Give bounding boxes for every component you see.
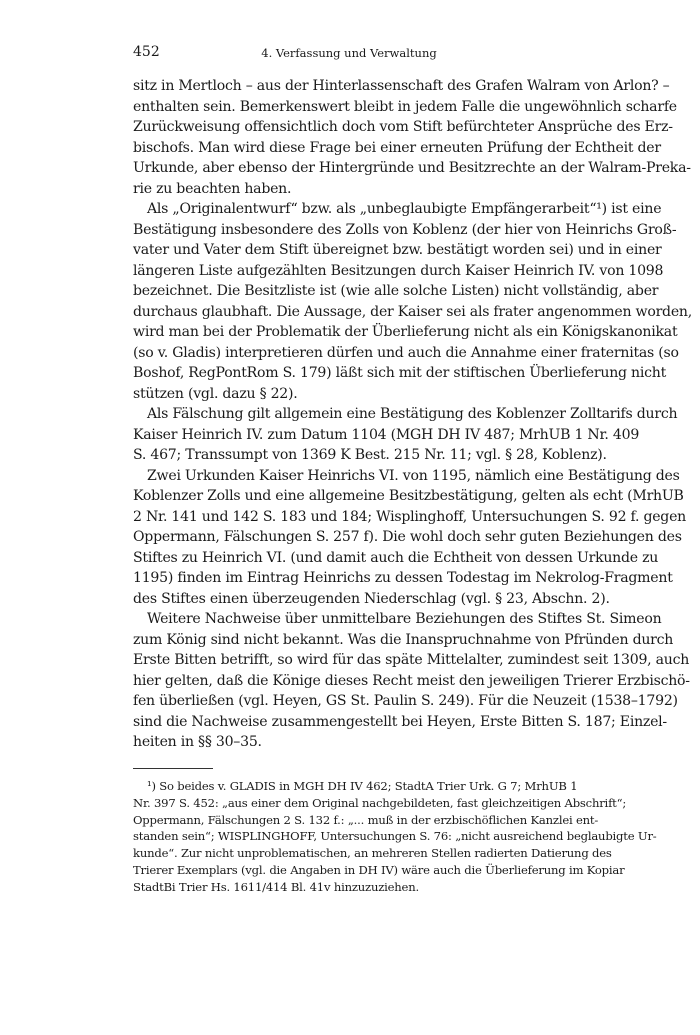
text-line: Kaiser Heinrich IV. zum Datum 1104 (MGH DH IV 487; MrhUB 1 Nr. 409 (133, 426, 640, 443)
footnote-line: kunde“. Zur nicht unproblematischen, an mehreren Stellen radierten Datierung des (133, 846, 612, 861)
footnote-divider (133, 768, 213, 769)
text-line: Als Fälschung gilt allgemein eine Bestätigung des Koblenzer Zolltarifs durch (147, 406, 678, 422)
text-line: enthalten sein. Bemerkenswert bleibt in jedem Falle die ungewöhnlich scharfe (133, 98, 677, 115)
text-line: des Stiftes einen überzeugenden Niederschlag (vgl. § 23, Abschn. 2). (133, 590, 610, 607)
footnote-line: standen sein“; WISPLINGHOFF, Untersuchungen S. 76: „nicht ausreichend beglaubigte Ur- (133, 829, 657, 844)
text-line: Koblenzer Zolls und eine allgemeine Besitzbestätigung, gelten als echt (MrhUB (133, 488, 684, 504)
text-line: Erste Bitten betrifft, so wird für das späte Mittelalter, zumindest seit 1309, auch (133, 652, 690, 668)
footnotes (133, 778, 657, 896)
text-line: rie zu beachten haben. (133, 180, 292, 197)
text-line: Zurückweisung offensichtlich doch vom Stift befürchteter Ansprüche des Erz- (133, 119, 673, 135)
text-line: stützen (vgl. dazu § 22). (133, 385, 298, 402)
text-line: vater und Vater dem Stift übereignet bzw. bestätigt worden sei) und in einer (133, 242, 662, 258)
text-line: Urkunde, aber ebenso der Hintergründe und Besitzrechte an der Walram-Preka- (133, 160, 691, 176)
text-line: Boshof, RegPontRom S. 179) läßt sich mit der stiftischen Überlieferung nicht (133, 365, 667, 381)
footnote-line: Nr. 397 S. 452: „aus einer dem Original nachgebildeten, fast gleichzeitigen Abschrift“; (133, 795, 627, 810)
page-header (133, 44, 565, 64)
text-line: (so v. Gladis) interpretieren dürfen und auch die Annahme einer fraternitas (so (133, 344, 679, 361)
text-line: fen überließen (vgl. Heyen, GS St. Paulin S. 249). Für die Neuzeit (1538–1792) (133, 693, 678, 709)
text-line: zum König sind nicht bekannt. Was die Inanspruchnahme von Pfründen durch (133, 631, 674, 648)
text-line: Weitere Nachweise über unmittelbare Beziehungen des Stiftes St. Simeon (147, 611, 662, 627)
footnote-line: Oppermann, Fälschungen 2 S. 132 f.: „... muß in der erzbischöflichen Kanzlei ent- (133, 812, 599, 827)
text-line: 2 Nr. 141 und 142 S. 183 und 184; Wisplinghoff, Untersuchungen S. 92 f. gegen (133, 508, 686, 525)
running-head: 4. Verfassung und Verwaltung (261, 46, 437, 60)
main-text (133, 76, 692, 753)
footnote-line: ¹) So beides v. GLADIS in MGH DH IV 462; StadtA Trier Urk. G 7; MrhUB 1 (147, 779, 578, 793)
text-line: sitz in Mertloch – aus der Hinterlassenschaft des Grafen Walram von Arlon? – (133, 78, 670, 94)
text-line: Stiftes zu Heinrich VI. (und damit auch die Echtheit von dessen Urkunde zu (133, 549, 659, 566)
text-line: wird man bei der Problematik der Überlieferung nicht als ein Königskanonikat (133, 324, 678, 340)
page-number: 452 (133, 44, 160, 60)
text-line: bischofs. Man wird diese Frage bei einer erneuten Prüfung der Echtheit der (133, 139, 661, 156)
text-line: heiten in §§ 30–35. (133, 734, 262, 750)
text-line: Zwei Urkunden Kaiser Heinrichs VI. von 1195, nämlich eine Bestätigung des (147, 467, 680, 484)
text-line: durchaus glaubhaft. Die Aussage, der Kaiser sei als frater angenommen worden, (133, 303, 692, 320)
text-line: S. 467; Transsumpt von 1369 K Best. 215 Nr. 11; vgl. § 28, Koblenz). (133, 447, 607, 463)
text-line: hier gelten, daß die Könige dieses Recht meist den jeweiligen Trierer Erzbischö- (133, 672, 690, 689)
text-line: längeren Liste aufgezählten Besitzungen durch Kaiser Heinrich IV. von 1098 (133, 262, 664, 279)
text-line: sind die Nachweise zusammengestellt bei Heyen, Erste Bitten S. 187; Einzel- (133, 713, 667, 730)
text-line: Bestätigung insbesondere des Zolls von Koblenz (der hier von Heinrichs Groß- (133, 221, 677, 238)
text-line: Als „Originalentwurf“ bzw. als „unbeglaubigte Empfängerarbeit“¹) ist eine (147, 201, 662, 217)
text-line: bezeichnet. Die Besitzliste ist (wie alle solche Listen) nicht vollständig, aber (133, 283, 659, 299)
text-line: Oppermann, Fälschungen S. 257 f). Die wohl doch sehr guten Beziehungen des (133, 529, 682, 545)
text-line: 1195) finden im Eintrag Heinrichs zu dessen Todestag im Nekrolog-Fragment (133, 570, 673, 586)
footnote-line: Trierer Exemplars (vgl. die Angaben in DH IV) wäre auch die Überlieferung im Kopiar (133, 862, 625, 877)
footnote-line: StadtBi Trier Hs. 1611/414 Bl. 41v hinzuzuziehen. (133, 879, 419, 894)
